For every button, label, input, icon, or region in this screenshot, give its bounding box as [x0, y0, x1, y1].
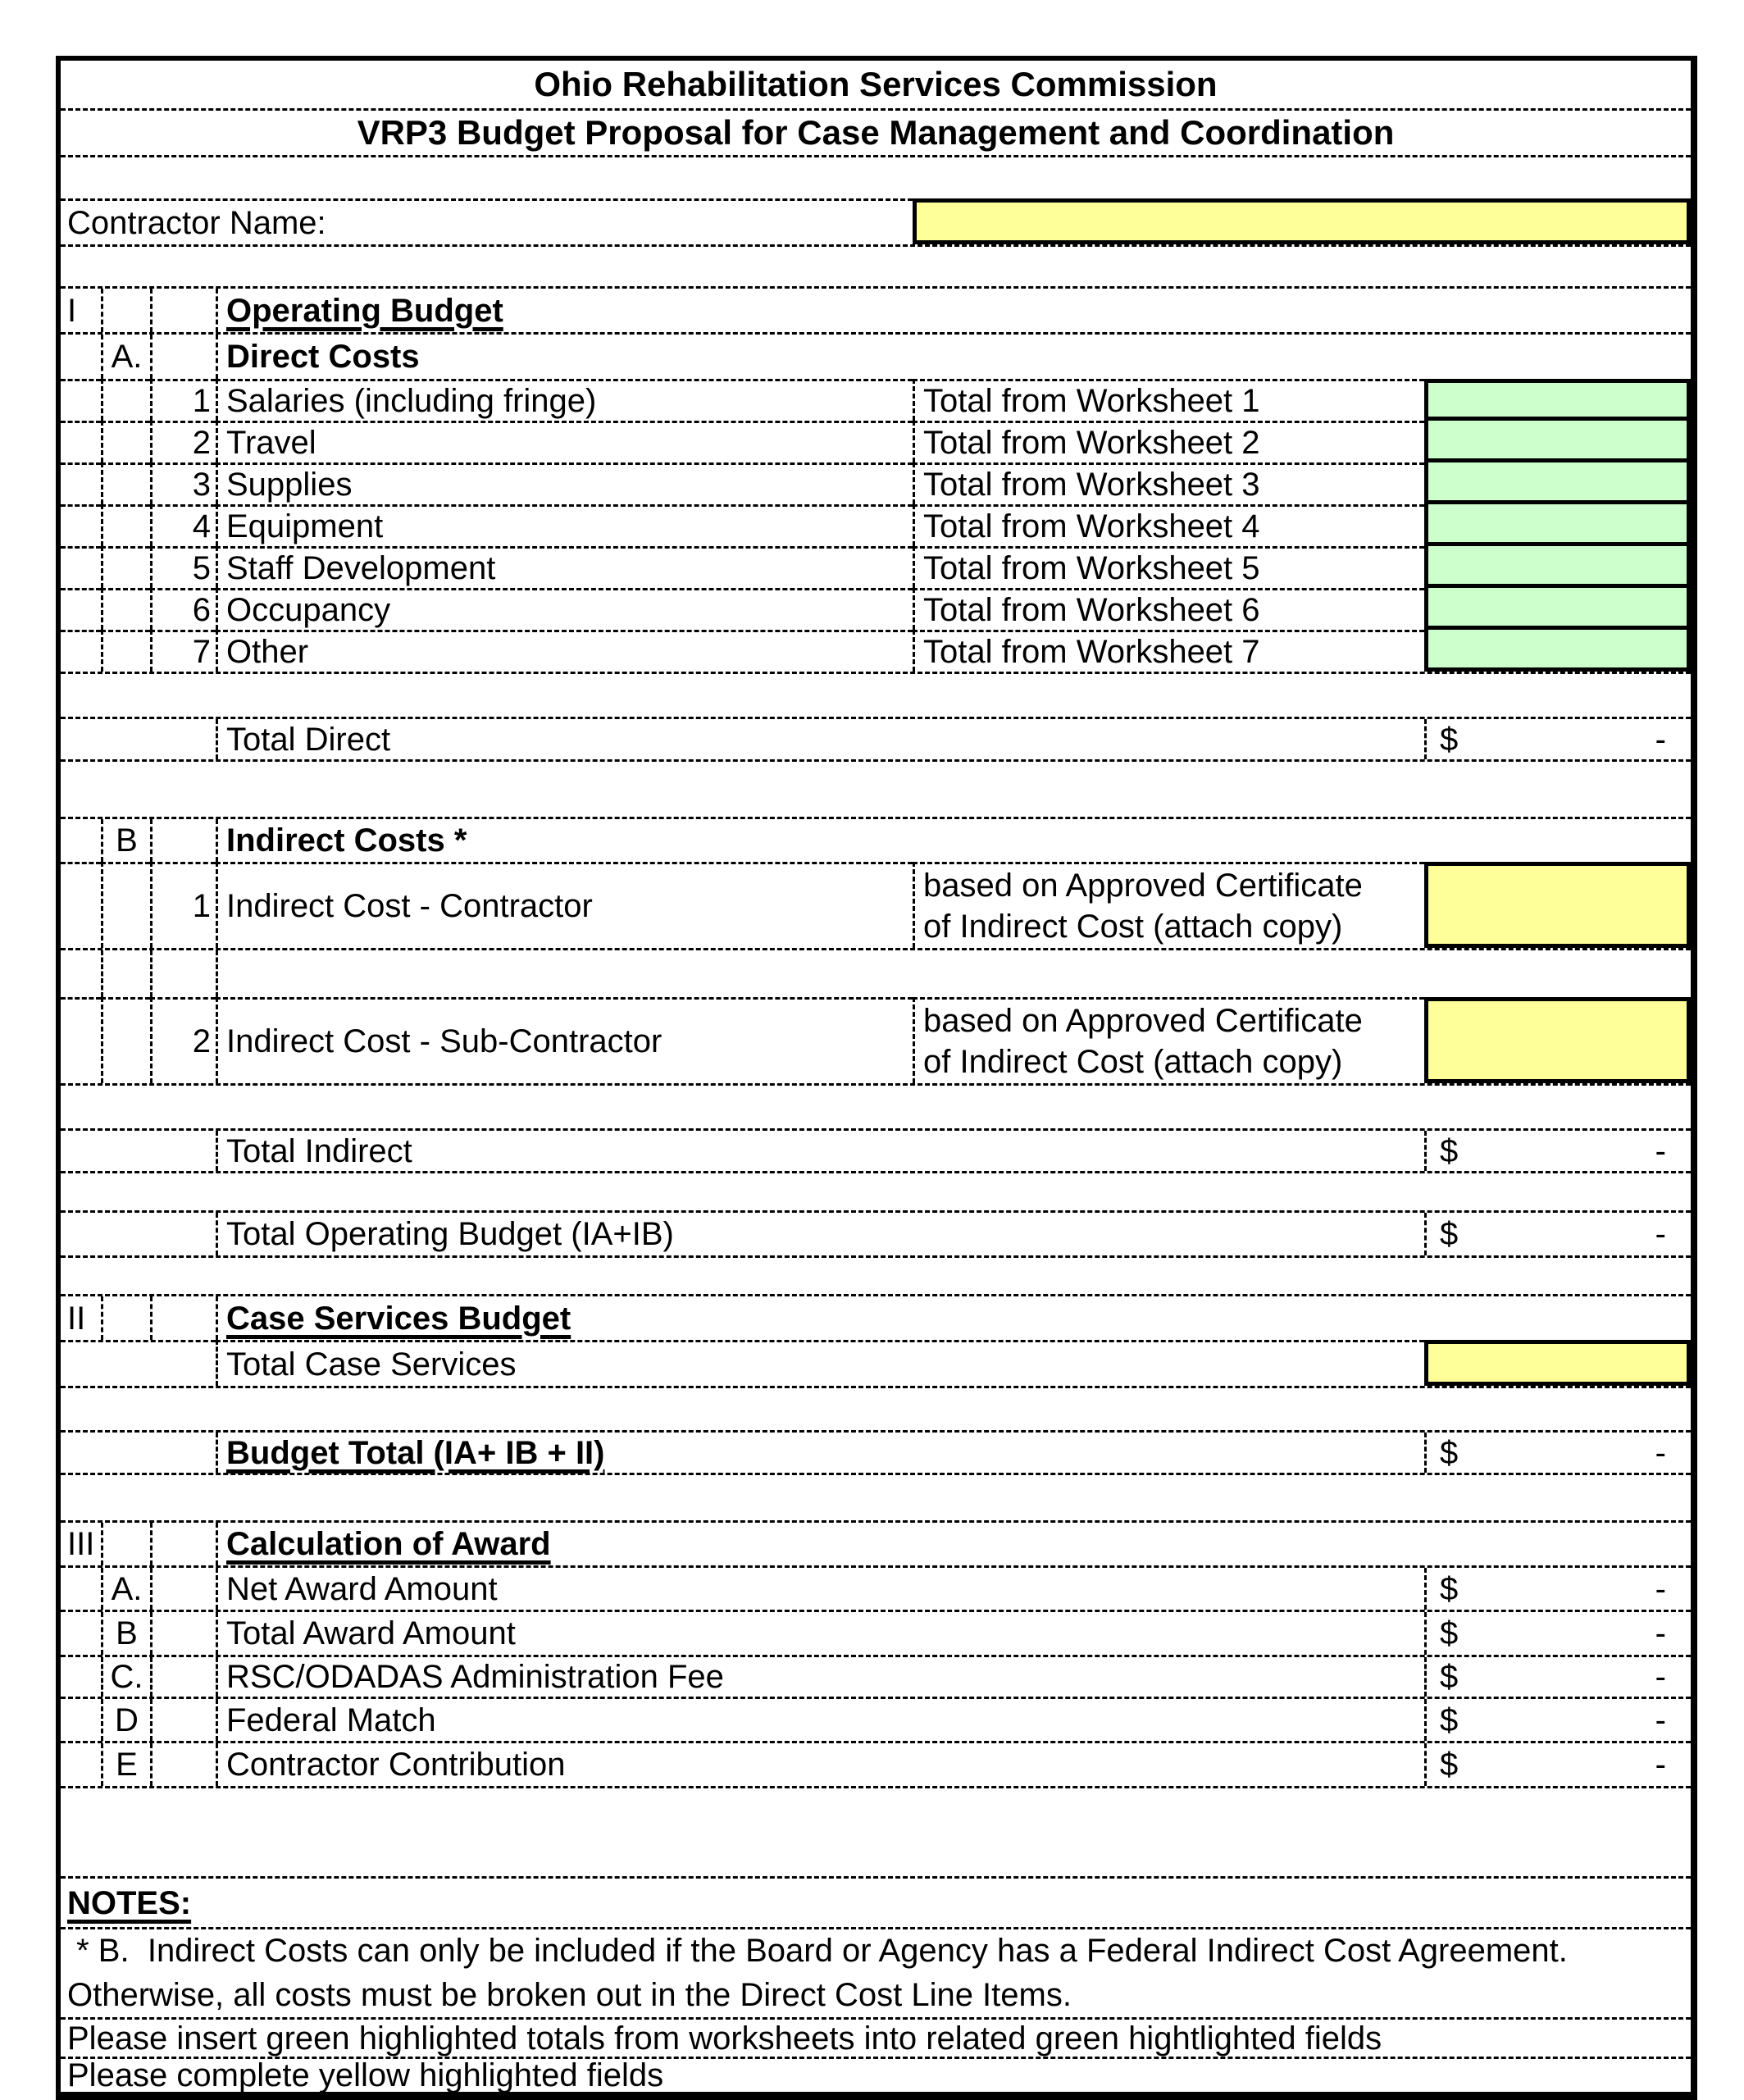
award-label: Net Award Amount — [216, 1568, 1424, 1610]
case-services-heading: Case Services Budget — [226, 1300, 571, 1337]
spacer-row — [61, 244, 1691, 286]
net-award-amount: - — [1655, 1570, 1666, 1607]
notes-yellow-row — [61, 2057, 1691, 2092]
worksheet-note: Total from Worksheet 1 — [913, 379, 1424, 421]
total-operating-budget-label: Total Operating Budget (IA+IB) — [216, 1213, 1424, 1255]
currency-symbol: $ — [1440, 1216, 1459, 1252]
empty-cell — [61, 588, 101, 630]
direct-cost-row-travel — [61, 421, 1691, 462]
heading-cell — [216, 289, 1691, 332]
notes-heading-row — [61, 1876, 1691, 1927]
spacer-row — [61, 1171, 1691, 1210]
empty-cell — [101, 379, 150, 421]
total-award-amount: - — [1655, 1615, 1666, 1651]
indirect-cost-note-line1: based on Approved Certificate — [923, 1003, 1363, 1039]
operating-budget-heading: Operating Budget — [226, 292, 503, 329]
org-title: Ohio Rehabilitation Services Commission — [534, 64, 1218, 103]
budget-total-amount: - — [1655, 1434, 1666, 1471]
heading-cell — [216, 819, 1691, 862]
direct-costs-heading: Direct Costs — [226, 339, 420, 375]
budget-total-label: Budget Total (IA+ IB + II) — [226, 1434, 605, 1471]
empty-cell — [150, 1568, 216, 1610]
line-number: 4 — [150, 504, 216, 546]
line-label: Indirect Cost - Sub-Contractor — [216, 997, 913, 1083]
salaries-total-field[interactable] — [1424, 379, 1691, 421]
worksheet-note: Total from Worksheet 3 — [913, 462, 1424, 504]
empty-cell — [150, 1296, 216, 1340]
total-direct-label: Total Direct — [216, 719, 1424, 759]
award-amount-cell — [1424, 1657, 1691, 1697]
currency-symbol: $ — [1440, 721, 1459, 758]
supplies-total-field[interactable] — [1424, 462, 1691, 504]
direct-cost-row-salaries — [61, 379, 1691, 421]
award-label: Contractor Contribution — [216, 1743, 1424, 1786]
award-letter: C. — [101, 1657, 150, 1697]
award-letter: B — [101, 1612, 150, 1655]
spacer-row — [61, 1386, 1691, 1430]
notes-indirect-line2: Otherwise, all costs must be broken out in the Direct Cost Line Items. — [67, 1976, 1072, 2013]
award-amount-cell — [1424, 1743, 1691, 1786]
spacer-row — [61, 672, 1691, 717]
org-title-row — [61, 61, 1691, 108]
line-label: Equipment — [216, 504, 913, 546]
empty-cell — [101, 997, 150, 1083]
empty-cell — [101, 950, 150, 997]
empty-cell — [61, 1213, 216, 1255]
award-letter: D — [101, 1699, 150, 1741]
indirect-cost-note-line2: of Indirect Cost (attach copy) — [923, 1044, 1343, 1080]
line-label: Indirect Cost - Contractor — [216, 862, 913, 948]
line-label: Staff Development — [216, 546, 913, 588]
line-number: 5 — [150, 546, 216, 588]
notes-yellow-text: Please complete yellow highlighted fields — [67, 2057, 664, 2093]
budget-total-amount-cell — [1424, 1433, 1691, 1473]
award-amount-cell — [1424, 1568, 1691, 1610]
total-operating-budget-row — [61, 1210, 1691, 1255]
currency-symbol: $ — [1440, 1570, 1459, 1607]
section-roman-numeral: I — [67, 292, 77, 329]
federal-match-amount: - — [1655, 1701, 1666, 1738]
staff-development-total-field[interactable] — [1424, 546, 1691, 588]
indirect-cost-note-line1: based on Approved Certificate — [923, 868, 1363, 904]
currency-symbol: $ — [1440, 1747, 1459, 1783]
heading-cell — [216, 1433, 1424, 1473]
empty-cell — [61, 1699, 101, 1741]
worksheet-note: Total from Worksheet 5 — [913, 546, 1424, 588]
award-letter: E — [101, 1743, 150, 1786]
worksheet-note: Total from Worksheet 2 — [913, 421, 1424, 462]
empty-cell — [101, 1296, 150, 1340]
notes-heading: NOTES: — [67, 1884, 192, 1921]
form-title: VRP3 Budget Proposal for Case Management and Coordination — [357, 112, 1395, 152]
line-number: 1 — [150, 862, 216, 948]
case-services-heading-row — [61, 1294, 1691, 1340]
total-indirect-row — [61, 1128, 1691, 1171]
currency-symbol: $ — [1440, 1132, 1459, 1169]
budget-form-sheet — [56, 56, 1697, 2100]
occupancy-total-field[interactable] — [1424, 588, 1691, 630]
subsection-letter: A. — [101, 335, 150, 379]
empty-cell — [101, 862, 150, 948]
currency-symbol: $ — [1440, 1434, 1459, 1471]
line-label: Salaries (including fringe) — [216, 379, 913, 421]
contractor-contribution-amount: - — [1655, 1747, 1666, 1783]
section-roman-numeral: III — [67, 1526, 95, 1562]
total-operating-budget-amount-cell — [1424, 1213, 1691, 1255]
empty-cell — [61, 546, 101, 588]
total-case-services-row — [61, 1340, 1691, 1386]
indirect-cost-sub-contractor-field[interactable] — [1424, 997, 1691, 1083]
empty-cell — [61, 819, 101, 862]
award-amount-cell — [1424, 1612, 1691, 1655]
direct-costs-heading-row — [61, 332, 1691, 379]
empty-cell — [150, 950, 216, 997]
empty-cell — [101, 630, 150, 672]
heading-cell — [61, 1879, 1691, 1927]
notes-indirect-line1: * B. Indirect Costs can only be included if the Board or Agency has a Federal Indirect Cost Agreement. — [67, 1933, 1568, 1970]
notes-green-row — [61, 2017, 1691, 2057]
empty-cell — [61, 1568, 101, 1610]
indirect-cost-sub-contractor-row — [61, 997, 1691, 1083]
total-operating-budget-amount: - — [1655, 1216, 1666, 1252]
heading-cell — [216, 335, 1691, 379]
line-label: Supplies — [216, 462, 913, 504]
worksheet-note: Total from Worksheet 7 — [913, 630, 1424, 672]
empty-cell — [101, 462, 150, 504]
indirect-cost-contractor-field[interactable] — [1424, 862, 1691, 948]
operating-budget-heading-row — [61, 286, 1691, 332]
total-direct-amount-cell — [1424, 719, 1691, 759]
empty-cell — [61, 1340, 216, 1386]
calculation-of-award-heading-row — [61, 1520, 1691, 1565]
award-letter: A. — [101, 1568, 150, 1610]
empty-cell — [150, 819, 216, 862]
empty-cell — [61, 335, 101, 379]
empty-cell — [61, 1657, 101, 1697]
currency-symbol: $ — [1440, 1659, 1459, 1695]
notes-green-text: Please insert green highlighted totals from worksheets into related green hightlighted fields — [67, 2020, 1382, 2057]
award-row-net-award — [61, 1565, 1691, 1610]
spacer-row — [61, 155, 1691, 198]
admin-fee-amount: - — [1655, 1659, 1666, 1695]
contractor-name-field[interactable] — [913, 198, 1691, 244]
line-label: Travel — [216, 421, 913, 462]
total-case-services-label: Total Case Services — [216, 1340, 1424, 1386]
award-row-total-award — [61, 1610, 1691, 1655]
empty-cell — [150, 1523, 216, 1565]
empty-cell — [61, 504, 101, 546]
indirect-cost-note — [913, 862, 1424, 948]
direct-cost-row-staff-development — [61, 546, 1691, 588]
empty-cell — [101, 1523, 150, 1565]
line-number: 6 — [150, 588, 216, 630]
worksheet-note: Total from Worksheet 6 — [913, 588, 1424, 630]
empty-cell — [61, 462, 101, 504]
empty-cell — [101, 588, 150, 630]
empty-cell — [61, 719, 216, 759]
line-label: Occupancy — [216, 588, 913, 630]
empty-cell — [61, 630, 101, 672]
contractor-name-row — [61, 198, 1691, 244]
empty-cell — [150, 1699, 216, 1741]
spacer-row — [61, 1083, 1691, 1128]
indirect-costs-heading: Indirect Costs * — [226, 822, 467, 859]
line-label: Other — [216, 630, 913, 672]
indirect-cost-note-line2: of Indirect Cost (attach copy) — [923, 909, 1343, 945]
budget-total-row — [61, 1430, 1691, 1473]
notes-indirect-text — [61, 1929, 1691, 2017]
heading-cell — [216, 1523, 1691, 1565]
subsection-letter: B — [101, 819, 150, 862]
award-row-federal-match — [61, 1697, 1691, 1741]
indirect-cost-note — [913, 997, 1424, 1083]
spacer-row — [61, 1473, 1691, 1520]
spacer-row — [61, 1786, 1691, 1876]
empty-cell — [101, 504, 150, 546]
currency-symbol: $ — [1440, 1701, 1459, 1738]
empty-cell — [150, 1612, 216, 1655]
empty-cell — [61, 862, 101, 948]
heading-cell — [216, 1296, 1691, 1340]
contractor-name-label: Contractor Name: — [61, 198, 913, 244]
section-roman-numeral: II — [67, 1300, 86, 1337]
total-direct-row — [61, 717, 1691, 759]
total-indirect-label: Total Indirect — [216, 1131, 1424, 1171]
line-number: 7 — [150, 630, 216, 672]
empty-cell — [150, 289, 216, 332]
empty-cell — [150, 1743, 216, 1786]
line-number: 3 — [150, 462, 216, 504]
direct-cost-row-occupancy — [61, 588, 1691, 630]
form-title-row — [61, 108, 1691, 155]
travel-total-field[interactable] — [1424, 421, 1691, 462]
empty-cell — [101, 289, 150, 332]
empty-cell — [61, 1433, 216, 1473]
indirect-costs-heading-row — [61, 817, 1691, 862]
empty-cell — [61, 1612, 101, 1655]
notes-indirect-row — [61, 1927, 1691, 2017]
empty-cell — [61, 421, 101, 462]
empty-cell — [61, 1131, 216, 1171]
direct-cost-row-other — [61, 630, 1691, 672]
line-number: 2 — [150, 997, 216, 1083]
indirect-cost-contractor-row — [61, 862, 1691, 948]
line-number: 1 — [150, 379, 216, 421]
spacer-row — [61, 948, 1691, 997]
total-indirect-amount: - — [1655, 1132, 1666, 1169]
empty-cell — [150, 1657, 216, 1697]
award-label: Federal Match — [216, 1699, 1424, 1741]
empty-cell — [150, 335, 216, 379]
empty-cell — [101, 546, 150, 588]
worksheet-note: Total from Worksheet 4 — [913, 504, 1424, 546]
spacer-row — [61, 759, 1691, 817]
direct-cost-row-equipment — [61, 504, 1691, 546]
direct-cost-row-supplies — [61, 462, 1691, 504]
award-label: RSC/ODADAS Administration Fee — [216, 1657, 1424, 1697]
total-indirect-amount-cell — [1424, 1131, 1691, 1171]
currency-symbol: $ — [1440, 1615, 1459, 1651]
award-row-admin-fee — [61, 1655, 1691, 1697]
equipment-total-field[interactable] — [1424, 504, 1691, 546]
award-row-contractor-contribution — [61, 1741, 1691, 1786]
award-amount-cell — [1424, 1699, 1691, 1741]
empty-cell — [216, 950, 1691, 997]
empty-cell — [61, 950, 101, 997]
award-label: Total Award Amount — [216, 1612, 1424, 1655]
empty-cell — [61, 997, 101, 1083]
calculation-of-award-heading: Calculation of Award — [226, 1526, 551, 1562]
empty-cell — [61, 379, 101, 421]
total-direct-amount: - — [1655, 721, 1666, 758]
empty-cell — [101, 421, 150, 462]
line-number: 2 — [150, 421, 216, 462]
other-total-field[interactable] — [1424, 630, 1691, 672]
total-case-services-field[interactable] — [1424, 1340, 1691, 1386]
empty-cell — [61, 1743, 101, 1786]
spacer-row — [61, 1255, 1691, 1294]
